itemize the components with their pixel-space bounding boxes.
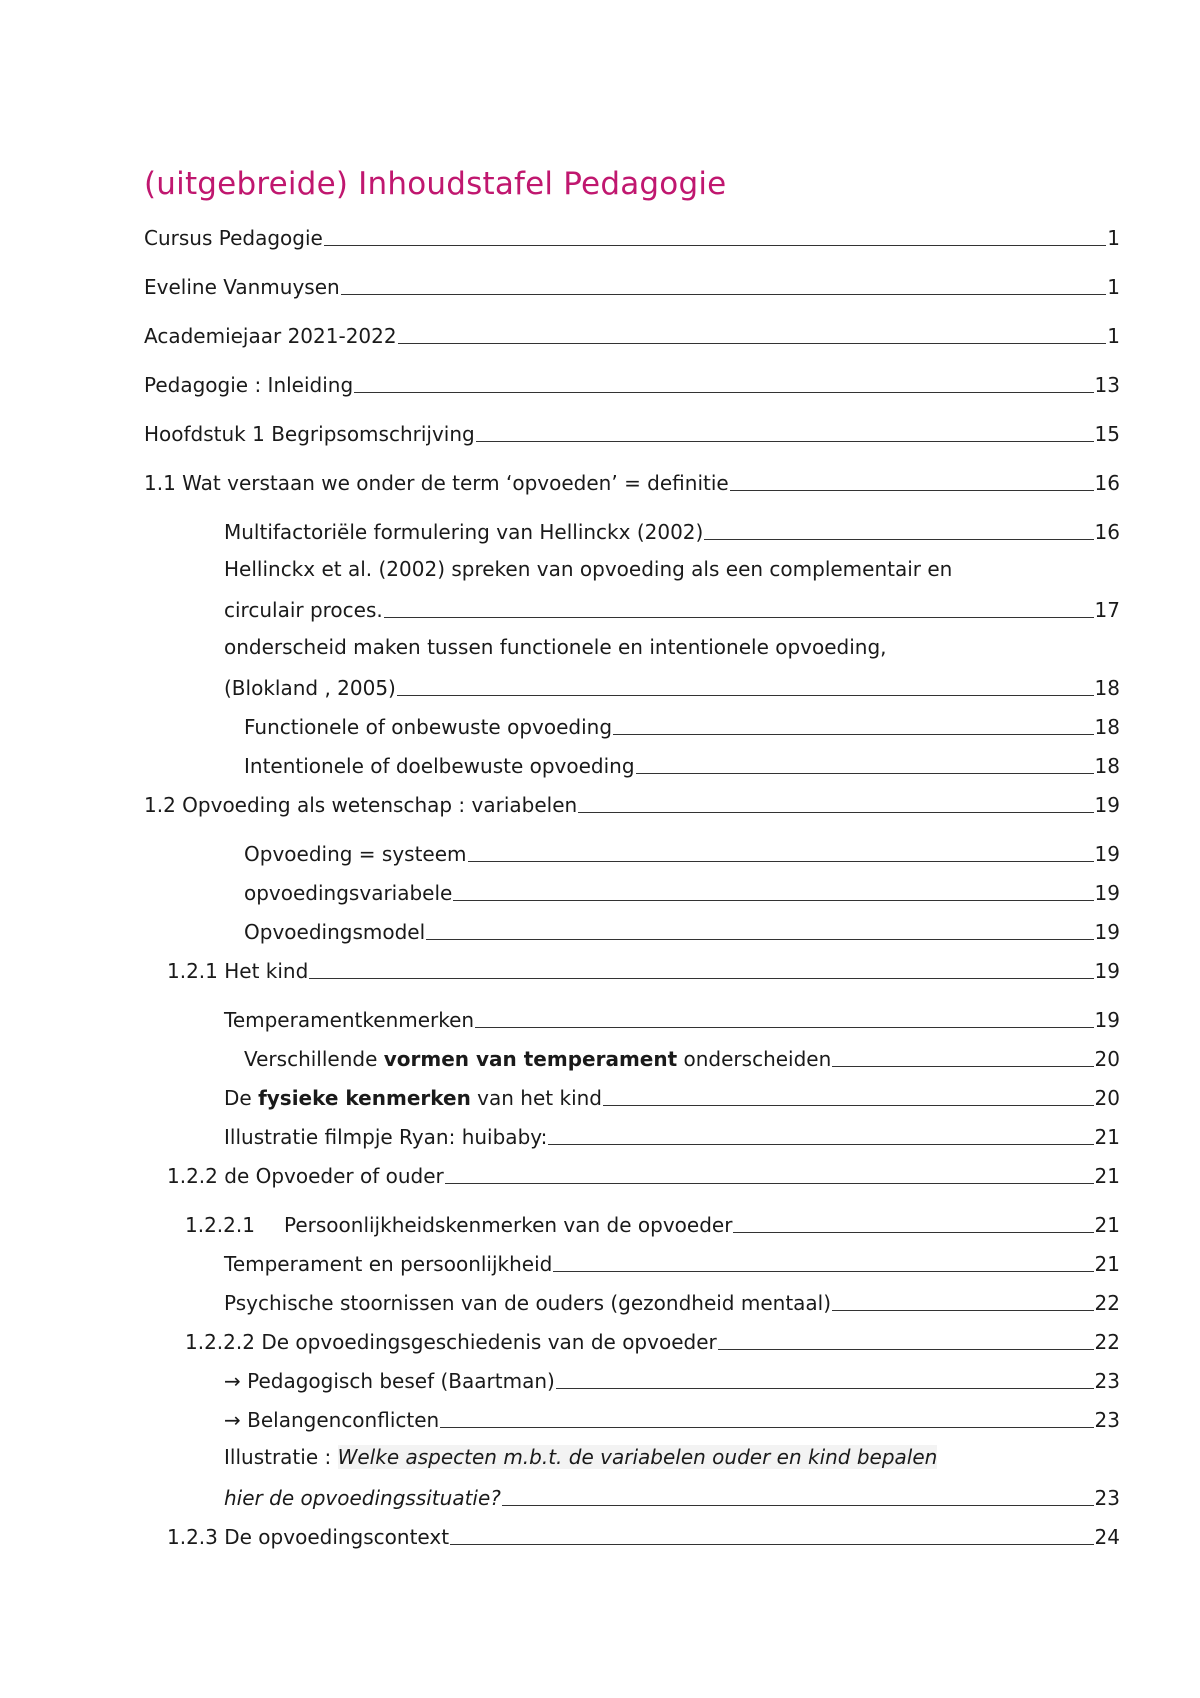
toc-page-number: 17 [1094, 598, 1120, 622]
toc-page-number: 1 [1107, 324, 1120, 348]
toc-page-number: 18 [1094, 754, 1120, 778]
toc-page-number: 18 [1094, 676, 1120, 700]
toc-entry-text: 1.1 Wat verstaan we onder de term ‘opvoeden’ = definitie [144, 471, 729, 495]
toc-page-number: 21 [1094, 1252, 1120, 1276]
toc-entry-text: (Blokland , 2005) [224, 676, 396, 700]
toc-page-number: 21 [1094, 1164, 1120, 1188]
page-title: (uitgebreide) Inhoudstafel Pedagogie [144, 166, 727, 202]
toc-leader [341, 294, 1107, 295]
toc-entry[interactable] [224, 1406, 1120, 1432]
toc-leader [548, 1144, 1093, 1145]
toc-entry[interactable] [224, 674, 1120, 700]
toc-page-number: 21 [1094, 1125, 1120, 1149]
toc-page-number: 24 [1094, 1525, 1120, 1549]
toc-entry-text: Academiejaar 2021-2022 [144, 324, 397, 348]
toc-entry-text: 1.2.2.1 Persoonlijkheidskenmerken van de opvoeder [185, 1213, 733, 1237]
toc-page-number: 23 [1094, 1486, 1120, 1510]
toc-entry[interactable] [224, 1123, 1120, 1149]
toc-page-number: 23 [1094, 1408, 1120, 1432]
toc-leader [556, 1388, 1094, 1389]
toc-leader [730, 490, 1094, 491]
toc-entry[interactable] [167, 1523, 1120, 1549]
toc-leader [324, 245, 1106, 246]
toc-page-number: 23 [1094, 1369, 1120, 1393]
toc-leader [453, 900, 1093, 901]
toc-leader [603, 1105, 1094, 1106]
toc-entry[interactable] [144, 322, 1120, 348]
toc-entry-text-line1: Hellinckx et al. (2002) spreken van opvoeding als een complementair en [224, 557, 953, 581]
toc-entry[interactable] [167, 1162, 1120, 1188]
toc-page-number: 19 [1094, 842, 1120, 866]
bold-phrase: vormen van temperament [383, 1047, 678, 1071]
toc-entry-text: De fysieke kenmerken van het kind [224, 1086, 602, 1110]
toc-entry[interactable] [244, 918, 1120, 944]
toc-leader [578, 812, 1093, 813]
toc-leader [475, 1027, 1093, 1028]
toc-entry[interactable] [185, 1328, 1120, 1354]
toc-page-number: 20 [1094, 1047, 1120, 1071]
toc-leader [733, 1232, 1093, 1233]
toc-page-number: 19 [1094, 959, 1120, 983]
toc-entry[interactable] [144, 420, 1120, 446]
toc-leader [613, 734, 1094, 735]
italic-question: Welke aspecten m.b.t. de variabelen ouder en kind bepalen [337, 1445, 938, 1469]
toc-entry-text: Eveline Vanmuysen [144, 275, 340, 299]
toc-leader [502, 1505, 1094, 1506]
toc-entry[interactable] [224, 1367, 1120, 1393]
toc-entry-text: Opvoedingsmodel [244, 920, 426, 944]
toc-page-number: 18 [1094, 715, 1120, 739]
toc-entry-text: → Pedagogisch besef (Baartman) [224, 1369, 555, 1393]
toc-entry[interactable] [244, 713, 1120, 739]
toc-entry[interactable] [244, 752, 1120, 778]
toc-entry-text: Opvoeding = systeem [244, 842, 467, 866]
toc-entry-text: Pedagogie : Inleiding [144, 373, 354, 397]
toc-entry[interactable] [144, 224, 1120, 250]
toc-entry[interactable] [144, 273, 1120, 299]
arrow-right-icon: → [224, 1408, 241, 1432]
toc-page-number: 1 [1107, 275, 1120, 299]
toc-leader [553, 1271, 1093, 1272]
toc-page-number: 22 [1094, 1330, 1120, 1354]
toc-page-number: 15 [1094, 422, 1120, 446]
toc-entry-text: Temperamentkenmerken [224, 1008, 475, 1032]
toc-entry[interactable] [244, 879, 1120, 905]
toc-entry-text: Illustratie filmpje Ryan: huibaby: [224, 1125, 548, 1149]
toc-entry[interactable] [144, 371, 1120, 397]
toc-leader [476, 441, 1094, 442]
toc-page-number: 16 [1094, 520, 1120, 544]
arrow-right-icon: → [224, 1369, 241, 1393]
toc-page-number: 13 [1094, 373, 1120, 397]
toc-page-number: 21 [1094, 1213, 1120, 1237]
toc-entry[interactable] [224, 1006, 1120, 1032]
toc-entry[interactable] [224, 1084, 1120, 1110]
toc-entry-text: opvoedingsvariabele [244, 881, 453, 905]
toc-entry[interactable] [167, 957, 1120, 983]
toc-entry[interactable] [224, 1250, 1120, 1276]
toc-leader [309, 978, 1093, 979]
toc-leader [450, 1544, 1094, 1545]
toc-entry-text: hier de opvoedingssituatie? [224, 1486, 501, 1510]
toc-entry[interactable] [144, 469, 1120, 495]
toc-page-number: 19 [1094, 920, 1120, 944]
toc-entry[interactable] [224, 518, 1120, 544]
toc-entry-text: Functionele of onbewuste opvoeding [244, 715, 613, 739]
toc-entry-text: circulair proces. [224, 598, 383, 622]
toc-entry[interactable] [185, 1211, 1120, 1237]
section-number: 1.2.2.1 [185, 1213, 255, 1237]
toc-entry-text: Multifactoriële formulering van Hellinckx (2002) [224, 520, 704, 544]
toc-entry[interactable] [244, 1045, 1120, 1071]
toc-leader [718, 1349, 1094, 1350]
toc-leader [468, 861, 1094, 862]
toc-page-number: 19 [1094, 793, 1120, 817]
toc-entry-text: Verschillende vormen van temperament onderscheiden [244, 1047, 832, 1071]
toc-entry-text: → Belangenconflicten [224, 1408, 440, 1432]
toc-leader [384, 617, 1094, 618]
toc-entry-text: Hoofdstuk 1 Begripsomschrijving [144, 422, 475, 446]
toc-entry[interactable] [244, 840, 1120, 866]
toc-leader [832, 1310, 1094, 1311]
toc-entry[interactable] [224, 1289, 1120, 1315]
toc-leader [832, 1066, 1093, 1067]
toc-entry[interactable] [224, 596, 1120, 622]
toc-entry-text: 1.2.1 Het kind [167, 959, 309, 983]
toc-entry-text: Temperament en persoonlijkheid [224, 1252, 553, 1276]
toc-leader [636, 773, 1094, 774]
toc-entry-text: 1.2.2.2 De opvoedingsgeschiedenis van de opvoeder [185, 1330, 717, 1354]
toc-entry[interactable] [144, 791, 1120, 817]
toc-entry-text: 1.2.3 De opvoedingscontext [167, 1525, 450, 1549]
toc-leader [397, 695, 1094, 696]
toc-page-number: 16 [1094, 471, 1120, 495]
toc-entry-text: Cursus Pedagogie [144, 226, 323, 250]
toc-leader [426, 939, 1093, 940]
toc-leader [445, 1183, 1094, 1184]
toc-leader [704, 539, 1093, 540]
toc-entry-text: Intentionele of doelbewuste opvoeding [244, 754, 635, 778]
toc-leader [354, 392, 1093, 393]
toc-entry-text-line1: onderscheid maken tussen functionele en intentionele opvoeding, [224, 635, 887, 659]
toc-entry-text-line1: Illustratie : Welke aspecten m.b.t. de variabelen ouder en kind bepalen [224, 1445, 938, 1469]
toc-page-number: 22 [1094, 1291, 1120, 1315]
bold-phrase: fysieke kenmerken [258, 1086, 471, 1110]
toc-page-number: 20 [1094, 1086, 1120, 1110]
toc-leader [440, 1427, 1093, 1428]
toc-entry[interactable] [224, 1484, 1120, 1510]
toc-page-number: 19 [1094, 881, 1120, 905]
toc-entry-text: 1.2.2 de Opvoeder of ouder [167, 1164, 444, 1188]
toc-entry-text: 1.2 Opvoeding als wetenschap : variabelen [144, 793, 578, 817]
toc-entry-text: Psychische stoornissen van de ouders (gezondheid mentaal) [224, 1291, 832, 1315]
toc-leader [398, 343, 1107, 344]
toc-page-number: 1 [1107, 226, 1120, 250]
toc-page-number: 19 [1094, 1008, 1120, 1032]
